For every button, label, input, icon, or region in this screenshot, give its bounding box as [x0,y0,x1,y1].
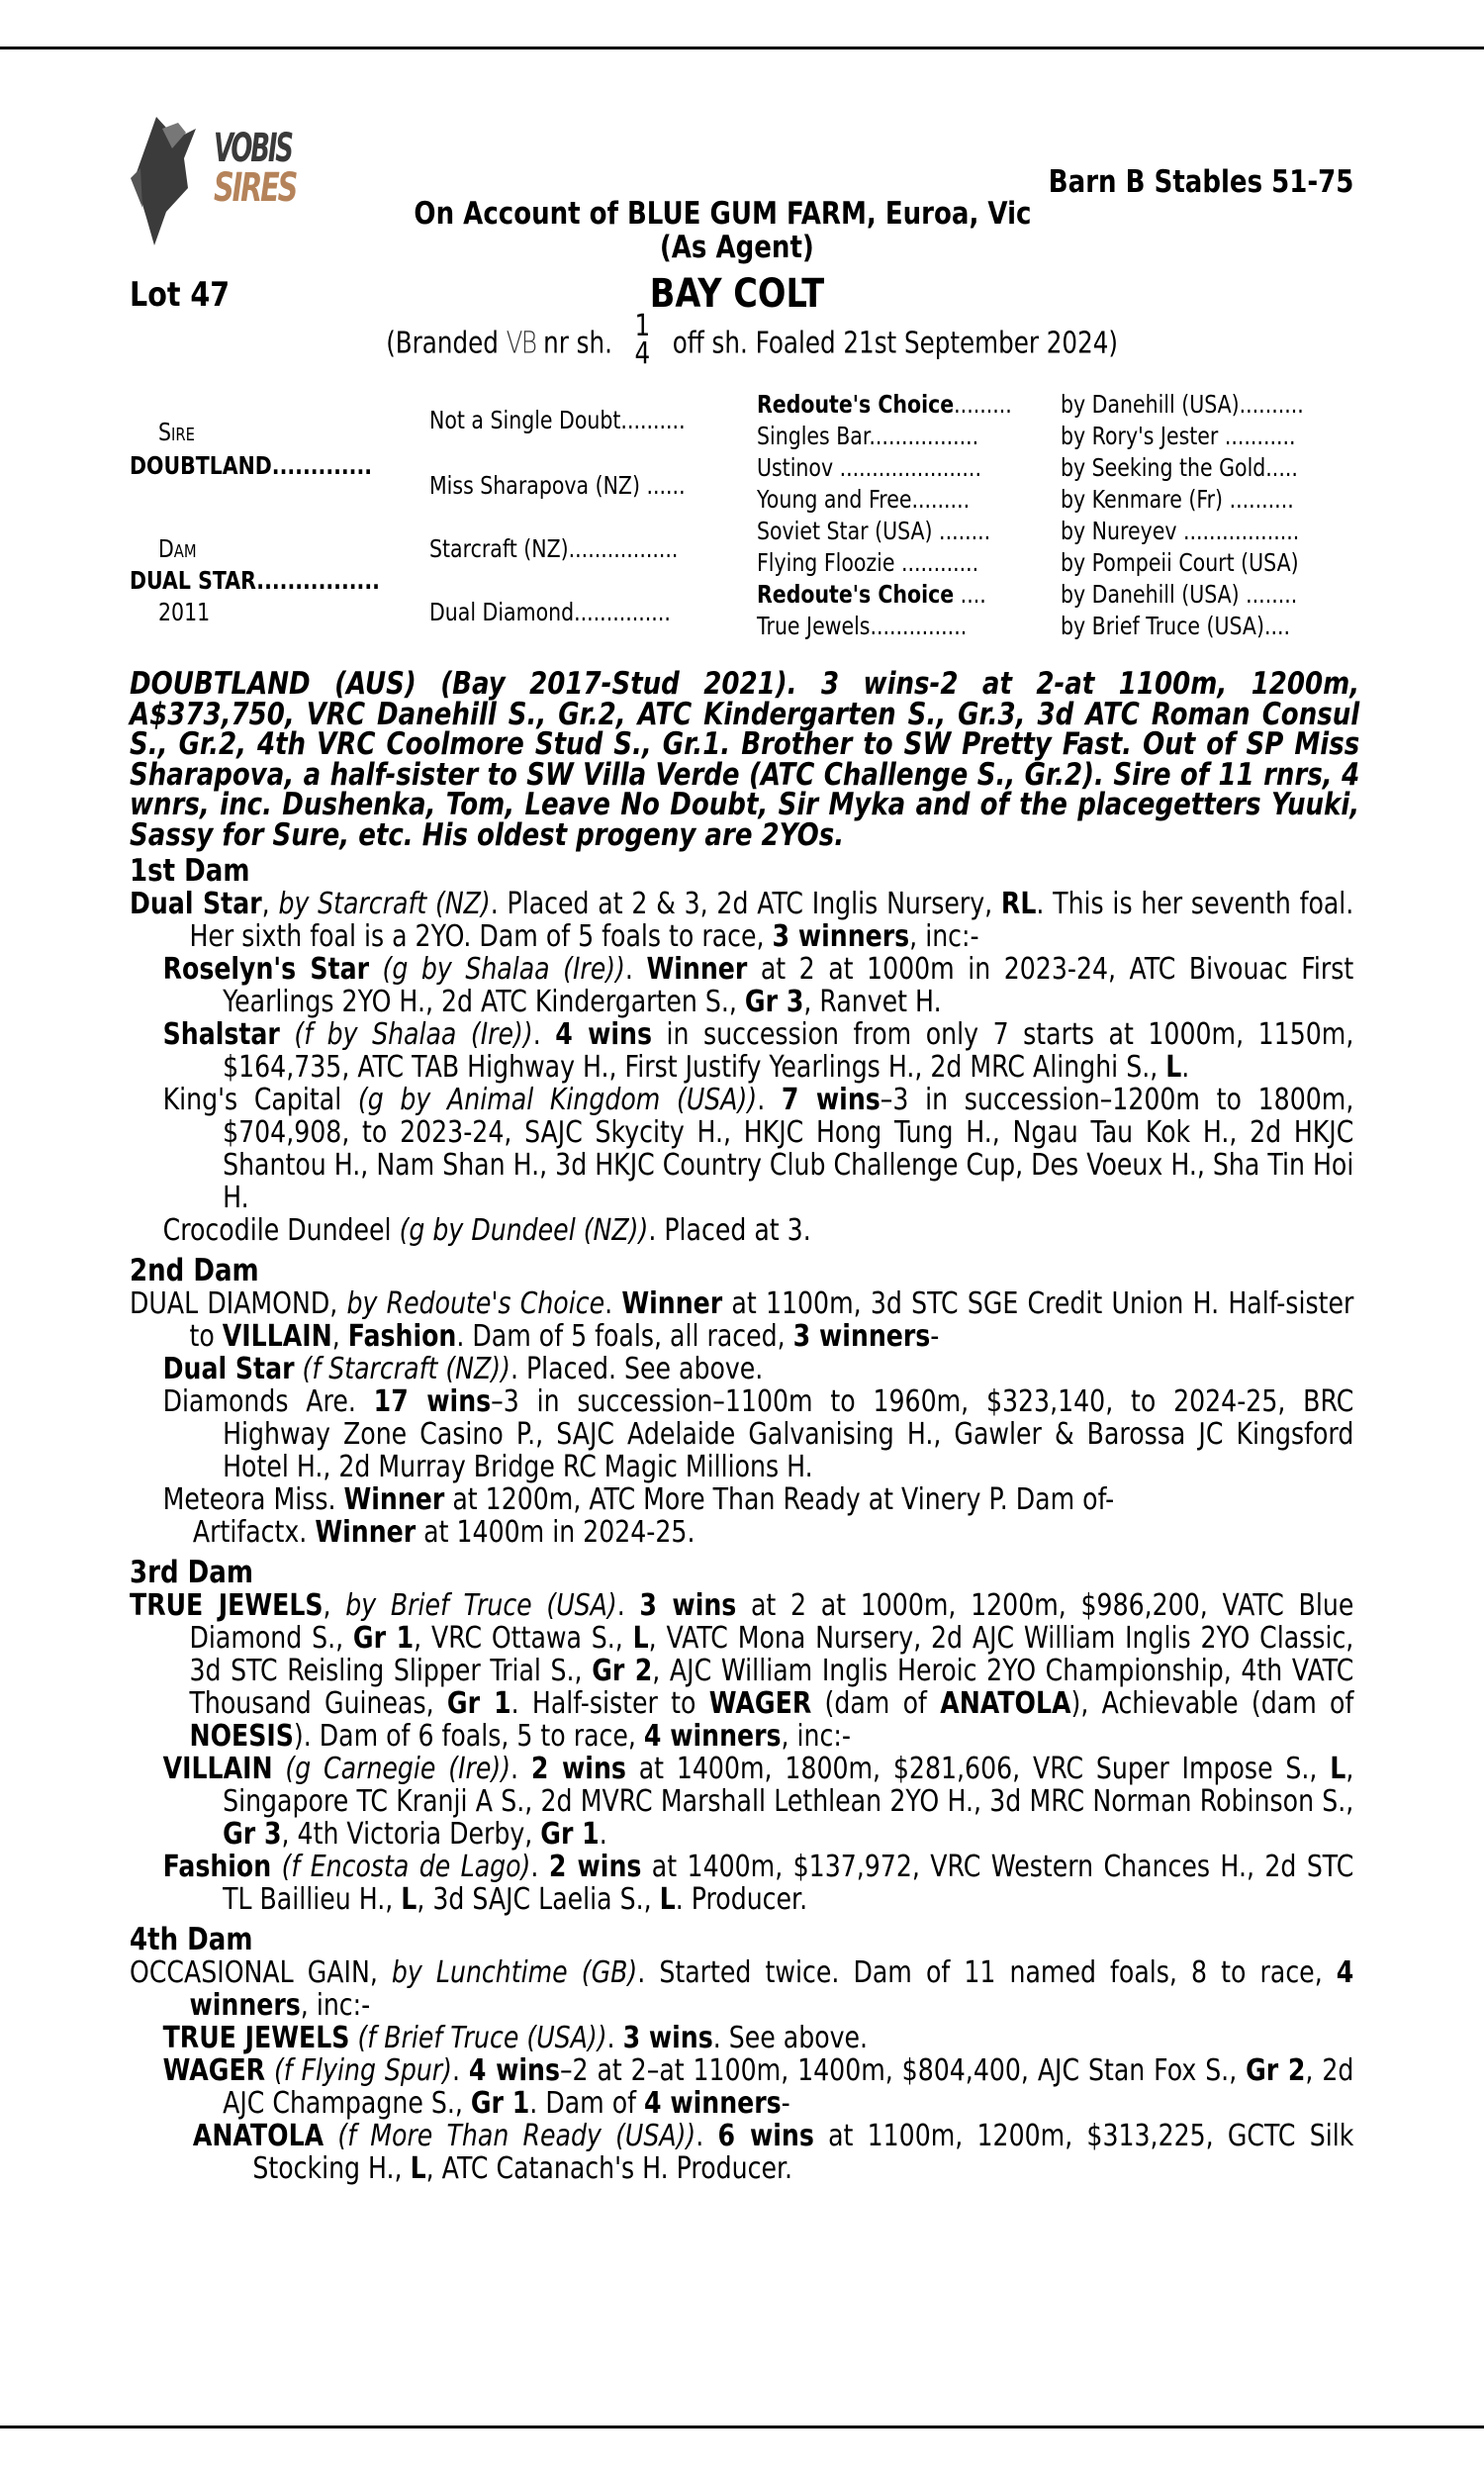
bottom-rule [0,2426,1484,2428]
breeding: by Starcraft (NZ) [278,887,491,921]
dam-entry: WAGER (f Flying Spur). 4 wins–2 at 2–at 1100m, 1400m, $804,400, AJC Stan Fox S., Gr 2, 2d AJC Champagne S., Gr 1. Dam of 4 winners- [162,2053,1354,2121]
branding-line [0,309,1484,372]
logo-sires-text: SIRES [214,165,297,211]
horse-name: Dual Star [162,1352,295,1386]
fraction-denominator: 4 [634,336,651,371]
sire-name: DOUBTLAND............. [130,451,373,480]
pedigree-gen3-item: True Jewels............... [757,612,968,640]
branding-suffix: off sh. Foaled 21st September 2024) [672,326,1118,361]
vendor-text: On Account of BLUE GUM FARM, Euroa, Vic [413,196,1032,232]
pedigree-gen4-item: by Kenmare (Fr) .......... [1061,485,1294,514]
brand-mark: VB [506,326,536,361]
dam-year: 2011 [158,598,211,626]
horse-name: Dual Star [130,887,262,921]
dam-entry: Crocodile Dundeel (g by Dundeel (NZ)). Placed at 3. [162,1213,811,1248]
pedigree-gen3-item: Soviet Star (USA) ........ [757,517,991,545]
breeding: (g by Dundeel (NZ)) [399,1213,649,1248]
dam-entry: ANATOLA (f More Than Ready (USA)). 6 wins at 1100m, 1200m, $313,225, GCTC Silk Stocking H., L, ATC Catanach's H. Producer. [192,2119,1354,2186]
pedigree-gen2-item: Not a Single Doubt.......... [429,406,686,434]
horse-name: VILLAIN [162,1752,273,1786]
breeding: (g Carnegie (Ire)) [285,1752,511,1786]
sire-summary [130,666,1360,853]
fraction-numerator: 1 [634,309,651,343]
dam-label: Dam [158,534,197,563]
vendor-note-text: (As Agent) [660,230,814,265]
breeding: (g by Animal Kingdom (USA)) [357,1083,758,1117]
sire-summary-text: DOUBTLAND (AUS) (Bay 2017-Stud 2021). 3 wins-2 at 2-at 1100m, 1200m, A$373,750, VRC Danehill S., Gr.2, ATC Kindergarten S., Gr.3, 3d ATC Roman Consul S., Gr.2, 4th VRC Coolmore Stud S., Gr.1. Brother to SW Pretty Fast. Out of SP Miss Sharapova, a half-sister to SW Villa Verde (ATC Challenge S., Gr.2). Sire of 11 rnrs, 4 wnrs, inc. Dushenka, Tom, Leave No Doubt, Sir Myka and of the placegetters Yuuki, Sassy for Sure, etc. His oldest progeny are 2YOs. [130,666,1360,853]
dam-entry: Diamonds Are. 17 wins–3 in succession–1100m to 1960m, $323,140, to 2024-25, BRC Highway Zone Casino P., SAJC Adelaide Galvanising H., Gawler & Barossa JC Kingsford Hotel H., 2d Murray Bridge RC Magic Millions H. [162,1384,1354,1484]
breeding: by Redoute's Choice [346,1286,605,1321]
horse-name: Shalstar [162,1017,280,1052]
brand-fraction [634,309,651,371]
breeding: by Brief Truce (USA) [345,1588,617,1623]
breeding: (f Encosta de Lago) [281,1850,531,1884]
pedigree-gen3-item: Ustinov ...................... [757,453,981,482]
breeding: (f Brief Truce (USA)) [357,2021,607,2055]
dam-entry: OCCASIONAL GAIN, by Lunchtime (GB). Started twice. Dam of 11 named foals, 8 to race, 4 winners, inc:- [130,1955,1354,2023]
pedigree-gen4-item: by Danehill (USA).......... [1061,390,1304,419]
pedigree-gen3-item: Singles Bar................. [757,422,979,450]
dam-entry: TRUE JEWELS, by Brief Truce (USA). 3 wins at 2 at 1000m, 1200m, $986,200, VATC Blue Diamond S., Gr 1, VRC Ottawa S., L, VATC Mona Nursery, 2d AJC William Inglis 2YO Classic, 3d STC Reisling Slipper Trial S., Gr 2, AJC William Inglis Heroic 2YO Championship, 4th VATC Thousand Guineas, Gr 1. Half-sister to WAGER (dam of ANATOLA), Achievable (dam of NOESIS). Dam of 6 foals, 5 to race, 4 winners, inc:- [130,1588,1354,1754]
pedigree-gen2-item: Dual Diamond............... [429,598,671,626]
dam-entry: King's Capital (g by Animal Kingdom (USA)). 7 wins–3 in succession–1200m to 1800m, $704,908, to 2023-24, SAJC Skycity H., HKJC Hong Tung H., Ngau Tau Kok H., 2d HKJC Shantou H., Nam Shan H., 3d HKJC Country Club Challenge Cup, Des Voeux H., Sha Tin Hoi H. [162,1083,1354,1215]
breeding: (f More Than Ready (USA)) [337,2119,696,2153]
pedigree-gen3-item: Redoute's Choice .... [757,580,986,609]
pedigree-gen3-item: Flying Floozie ............ [757,548,979,577]
pedigree-gen4-item: by Pompeii Court (USA) [1061,548,1299,577]
dam-entry: TRUE JEWELS (f Brief Truce (USA)). 3 wins. See above. [162,2021,869,2055]
dam-entry: Fashion (f Encosta de Lago). 2 wins at 1400m, $137,972, VRC Western Chances H., 2d STC TL Baillieu H., L, 3d SAJC Laelia S., L. Producer. [162,1850,1354,1917]
lot-title [0,271,1484,317]
dam-section-heading: 2nd Dam [130,1253,259,1288]
dam-entry: Roselyn's Star (g by Shalaa (Ire)). Winner at 2 at 1000m in 2023-24, ATC Bivouac First Yearlings 2YO H., 2d ATC Kindergarten S., Gr 3, Ranvet H. [162,952,1354,1019]
dam-entry: Dual Star (f Starcraft (NZ)). Placed. See above. [162,1352,764,1386]
dam-family [130,855,1353,2185]
branding-middle: nr sh. [543,326,612,361]
horse-name: TRUE JEWELS [162,2021,350,2055]
horse-name: DUAL DIAMOND [130,1286,330,1321]
pedigree-gen3-item: Young and Free......... [757,485,971,514]
horse-name: Fashion [162,1850,272,1884]
breeding: (f by Shalaa (Ire)) [294,1017,533,1052]
logo-vobis-text: VOBIS [214,126,292,171]
horse-name: King's Capital [162,1083,342,1117]
pedigree-gen4-item: by Danehill (USA) ........ [1061,580,1298,609]
horse-name: OCCASIONAL GAIN [130,1955,370,1990]
horse-name: Artifactx [192,1515,300,1550]
breeding: by Lunchtime (GB) [391,1955,638,1990]
dam-entry: VILLAIN (g Carnegie (Ire)). 2 wins at 1400m, 1800m, $281,606, VRC Super Impose S., L, Singapore TC Kranji A S., 2d MVRC Marshall Lethlean 2YO H., 3d MRC Norman Robinson S., Gr 3, 4th Victoria Derby, Gr 1. [162,1752,1354,1852]
horse-name: Meteora Miss [162,1482,328,1517]
branding-prefix: (Branded [386,326,499,361]
dam-section-heading: 3rd Dam [130,1555,253,1590]
pedigree-gen4-item: by Nureyev .................. [1061,517,1300,545]
top-rule [0,47,1484,49]
breeding: (g by Shalaa (Ire)) [382,952,625,987]
breeding: (f Flying Spur) [273,2053,452,2088]
horse-name: Roselyn's Star [162,952,370,987]
lot-title-text: BAY COLT [649,271,825,317]
stable-location: Barn B Stables 51-75 [1048,164,1353,200]
pedigree-gen4-item: by Brief Truce (USA).... [1061,612,1291,640]
vendor-line [0,196,1484,232]
horse-name: ANATOLA [192,2119,325,2153]
vendor-note [0,230,1484,265]
horse-name: WAGER [162,2053,266,2088]
dam-entry: DUAL DIAMOND, by Redoute's Choice. Winner at 1100m, 3d STC SGE Credit Union H. Half-sister to VILLAIN, Fashion. Dam of 5 foals, all raced, 3 winners- [130,1286,1354,1354]
dam-section-heading: 1st Dam [130,853,250,889]
pedigree-gen2-item: Starcraft (NZ)................. [429,534,679,563]
horse-name: Diamonds Are [162,1384,348,1419]
dam-entry: Shalstar (f by Shalaa (Ire)). 4 wins in succession from only 7 starts at 1000m, 1150m, $164,735, ATC TAB Highway H., First Justify Yearlings H., 2d MRC Alinghi S., L. [162,1017,1354,1085]
horse-name: TRUE JEWELS [130,1588,324,1623]
pedigree-gen4-item: by Rory's Jester ........... [1061,422,1296,450]
dam-family-content [130,855,1353,2185]
pedigree-table [0,390,1484,640]
dam-entry: Dual Star, by Starcraft (NZ). Placed at 2 & 3, 2d ATC Inglis Nursery, RL. This is her seventh foal. Her sixth foal is a 2YO. Dam of 5 foals to race, 3 winners, inc:- [130,887,1354,954]
pedigree-gen3-item: Redoute's Choice......... [757,390,1012,419]
breeding: (f Starcraft (NZ)) [302,1352,510,1386]
dam-entry: Meteora Miss. Winner at 1200m, ATC More Than Ready at Vinery P. Dam of- [162,1482,1115,1517]
lot-number: Lot 47 [130,275,231,315]
horse-name: Crocodile Dundeel [162,1213,392,1248]
dam-name: DUAL STAR................ [130,566,380,595]
pedigree-gen2-item: Miss Sharapova (NZ) ...... [429,471,686,500]
dam-section-heading: 4th Dam [130,1922,253,1957]
sire-label: Sire [158,418,195,446]
dam-entry: Artifactx. Winner at 1400m in 2024-25. [192,1515,696,1550]
pedigree-gen4-item: by Seeking the Gold..... [1061,453,1298,482]
